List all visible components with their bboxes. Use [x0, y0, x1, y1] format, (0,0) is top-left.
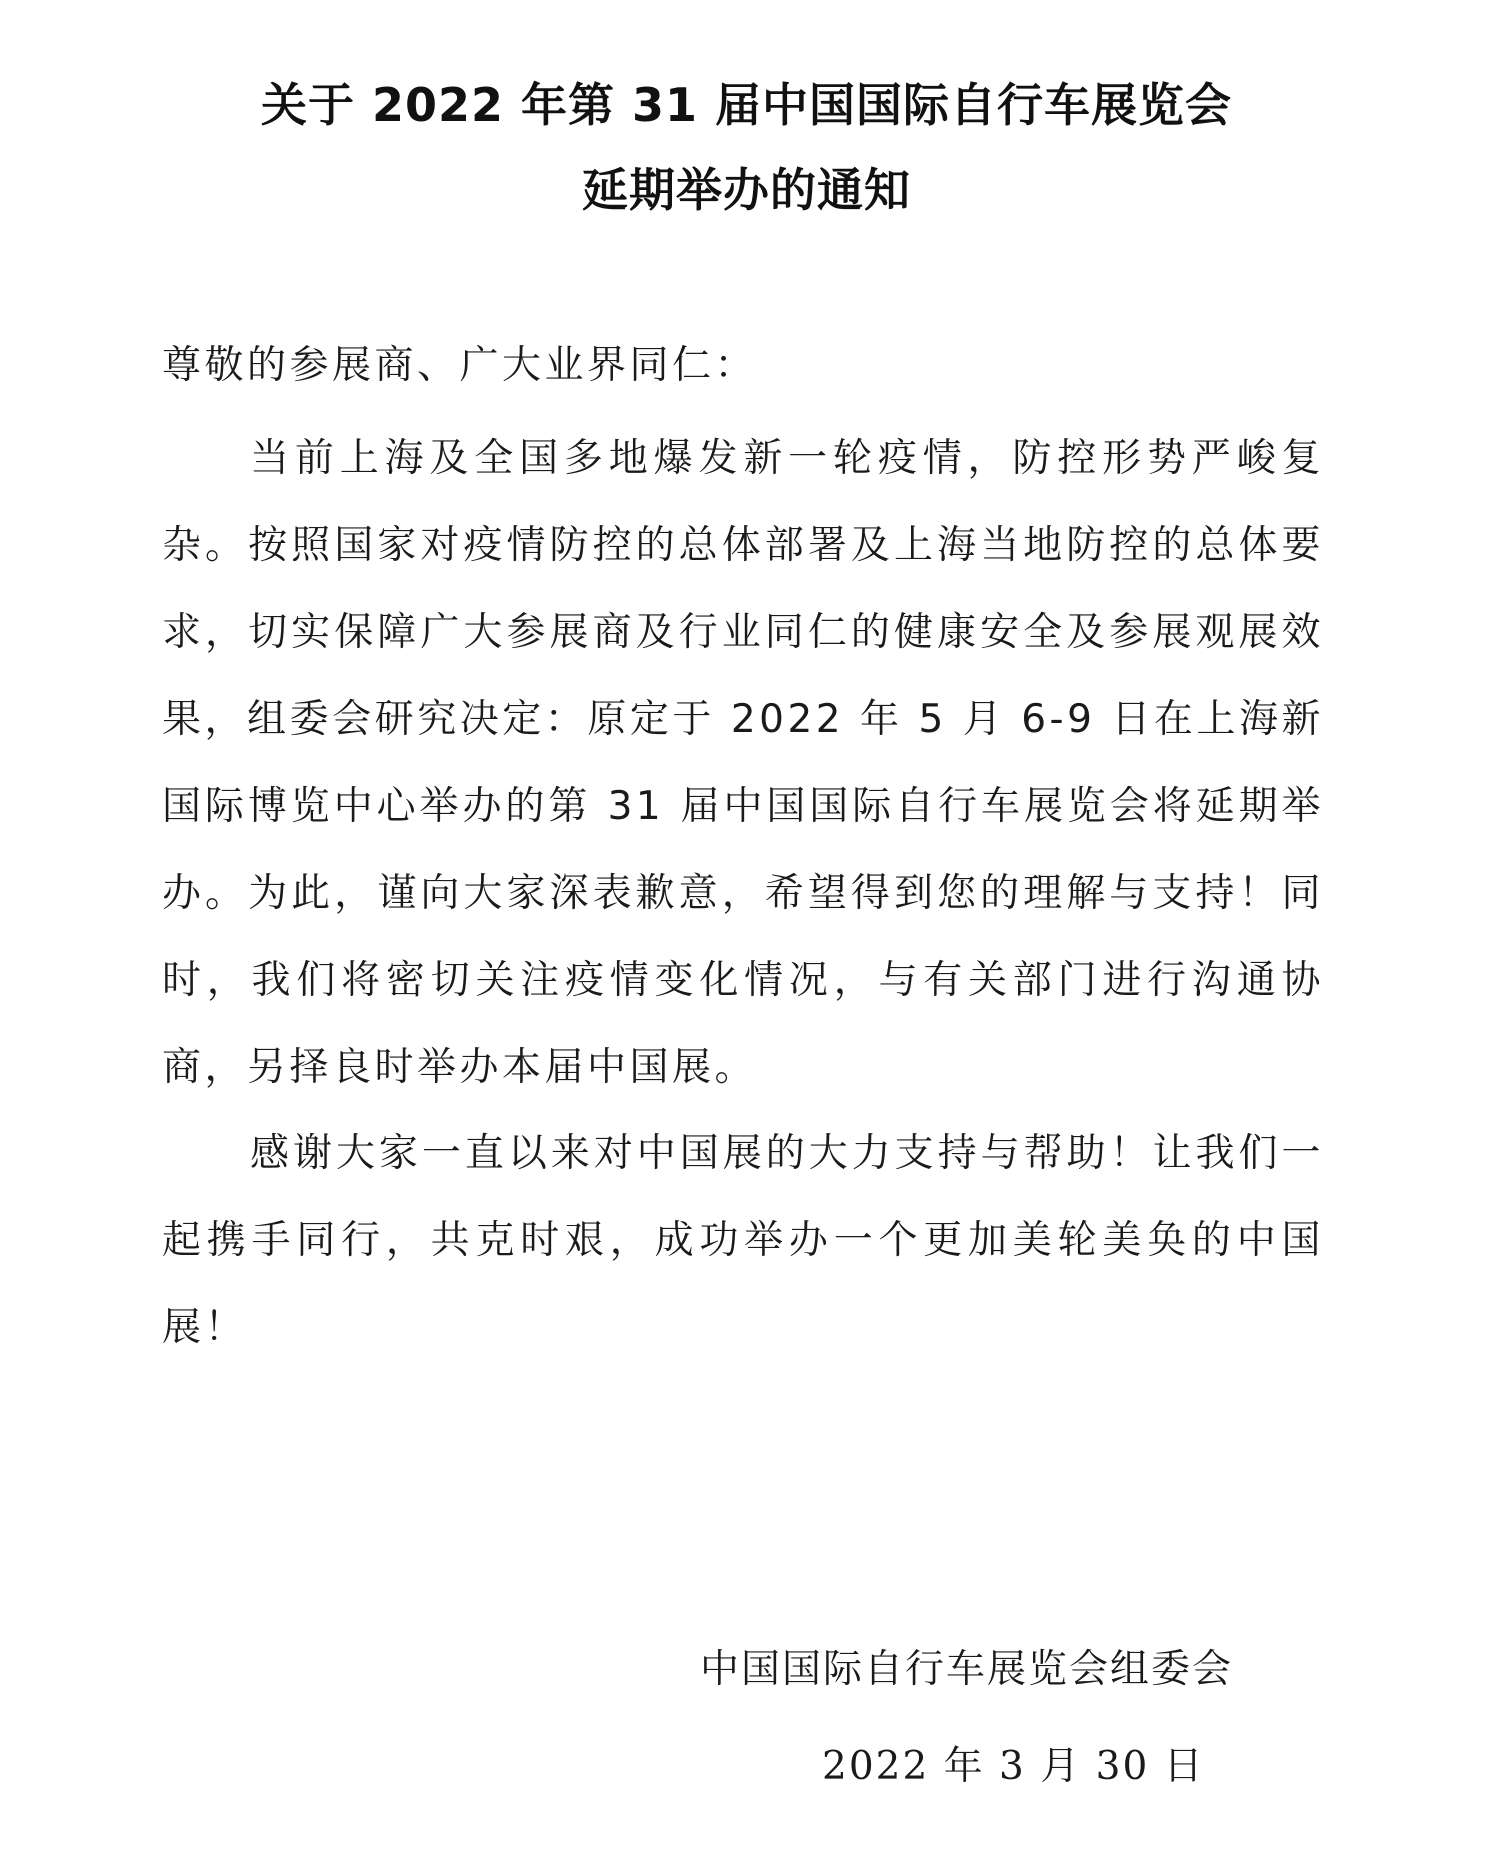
- signature-date: 2022 年 3 月 30 日: [822, 1744, 1205, 1789]
- signature-organization: 中国国际自行车展览会组委会: [700, 1647, 1234, 1692]
- body-paragraph-2: 感谢大家一直以来对中国展的大力支持与帮助！让我们一起携手同行，共克时艰，成功举办一个更加美轮美奂的中国展！: [162, 1131, 1324, 1350]
- document-title-line-1: 关于 2022 年第 31 届中国国际自行车展览会: [260, 78, 1233, 132]
- salutation: 尊敬的参展商、广大业界同仁：: [162, 343, 758, 388]
- body-paragraph-1: 当前上海及全国多地爆发新一轮疫情，防控形势严峻复杂。按照国家对疫情防控的总体部署及上海当地防控的总体要求，切实保障广大参展商及行业同仁的健康安全及参展观展效果，组委会研究决定：原定于 2022 年 5 月 6-9 日在上海新国际博览中心举办的第 31 届中国国际自行车展览会将延期举办。为此，谨向大家深表歉意，希望得到您的理解与支持！同时，我们将密切关注疫情变化情况，与有关部门进行沟通协商，另择良时举办本届中国展。: [162, 436, 1324, 1090]
- document-title-line-2: 延期举办的通知: [582, 163, 911, 217]
